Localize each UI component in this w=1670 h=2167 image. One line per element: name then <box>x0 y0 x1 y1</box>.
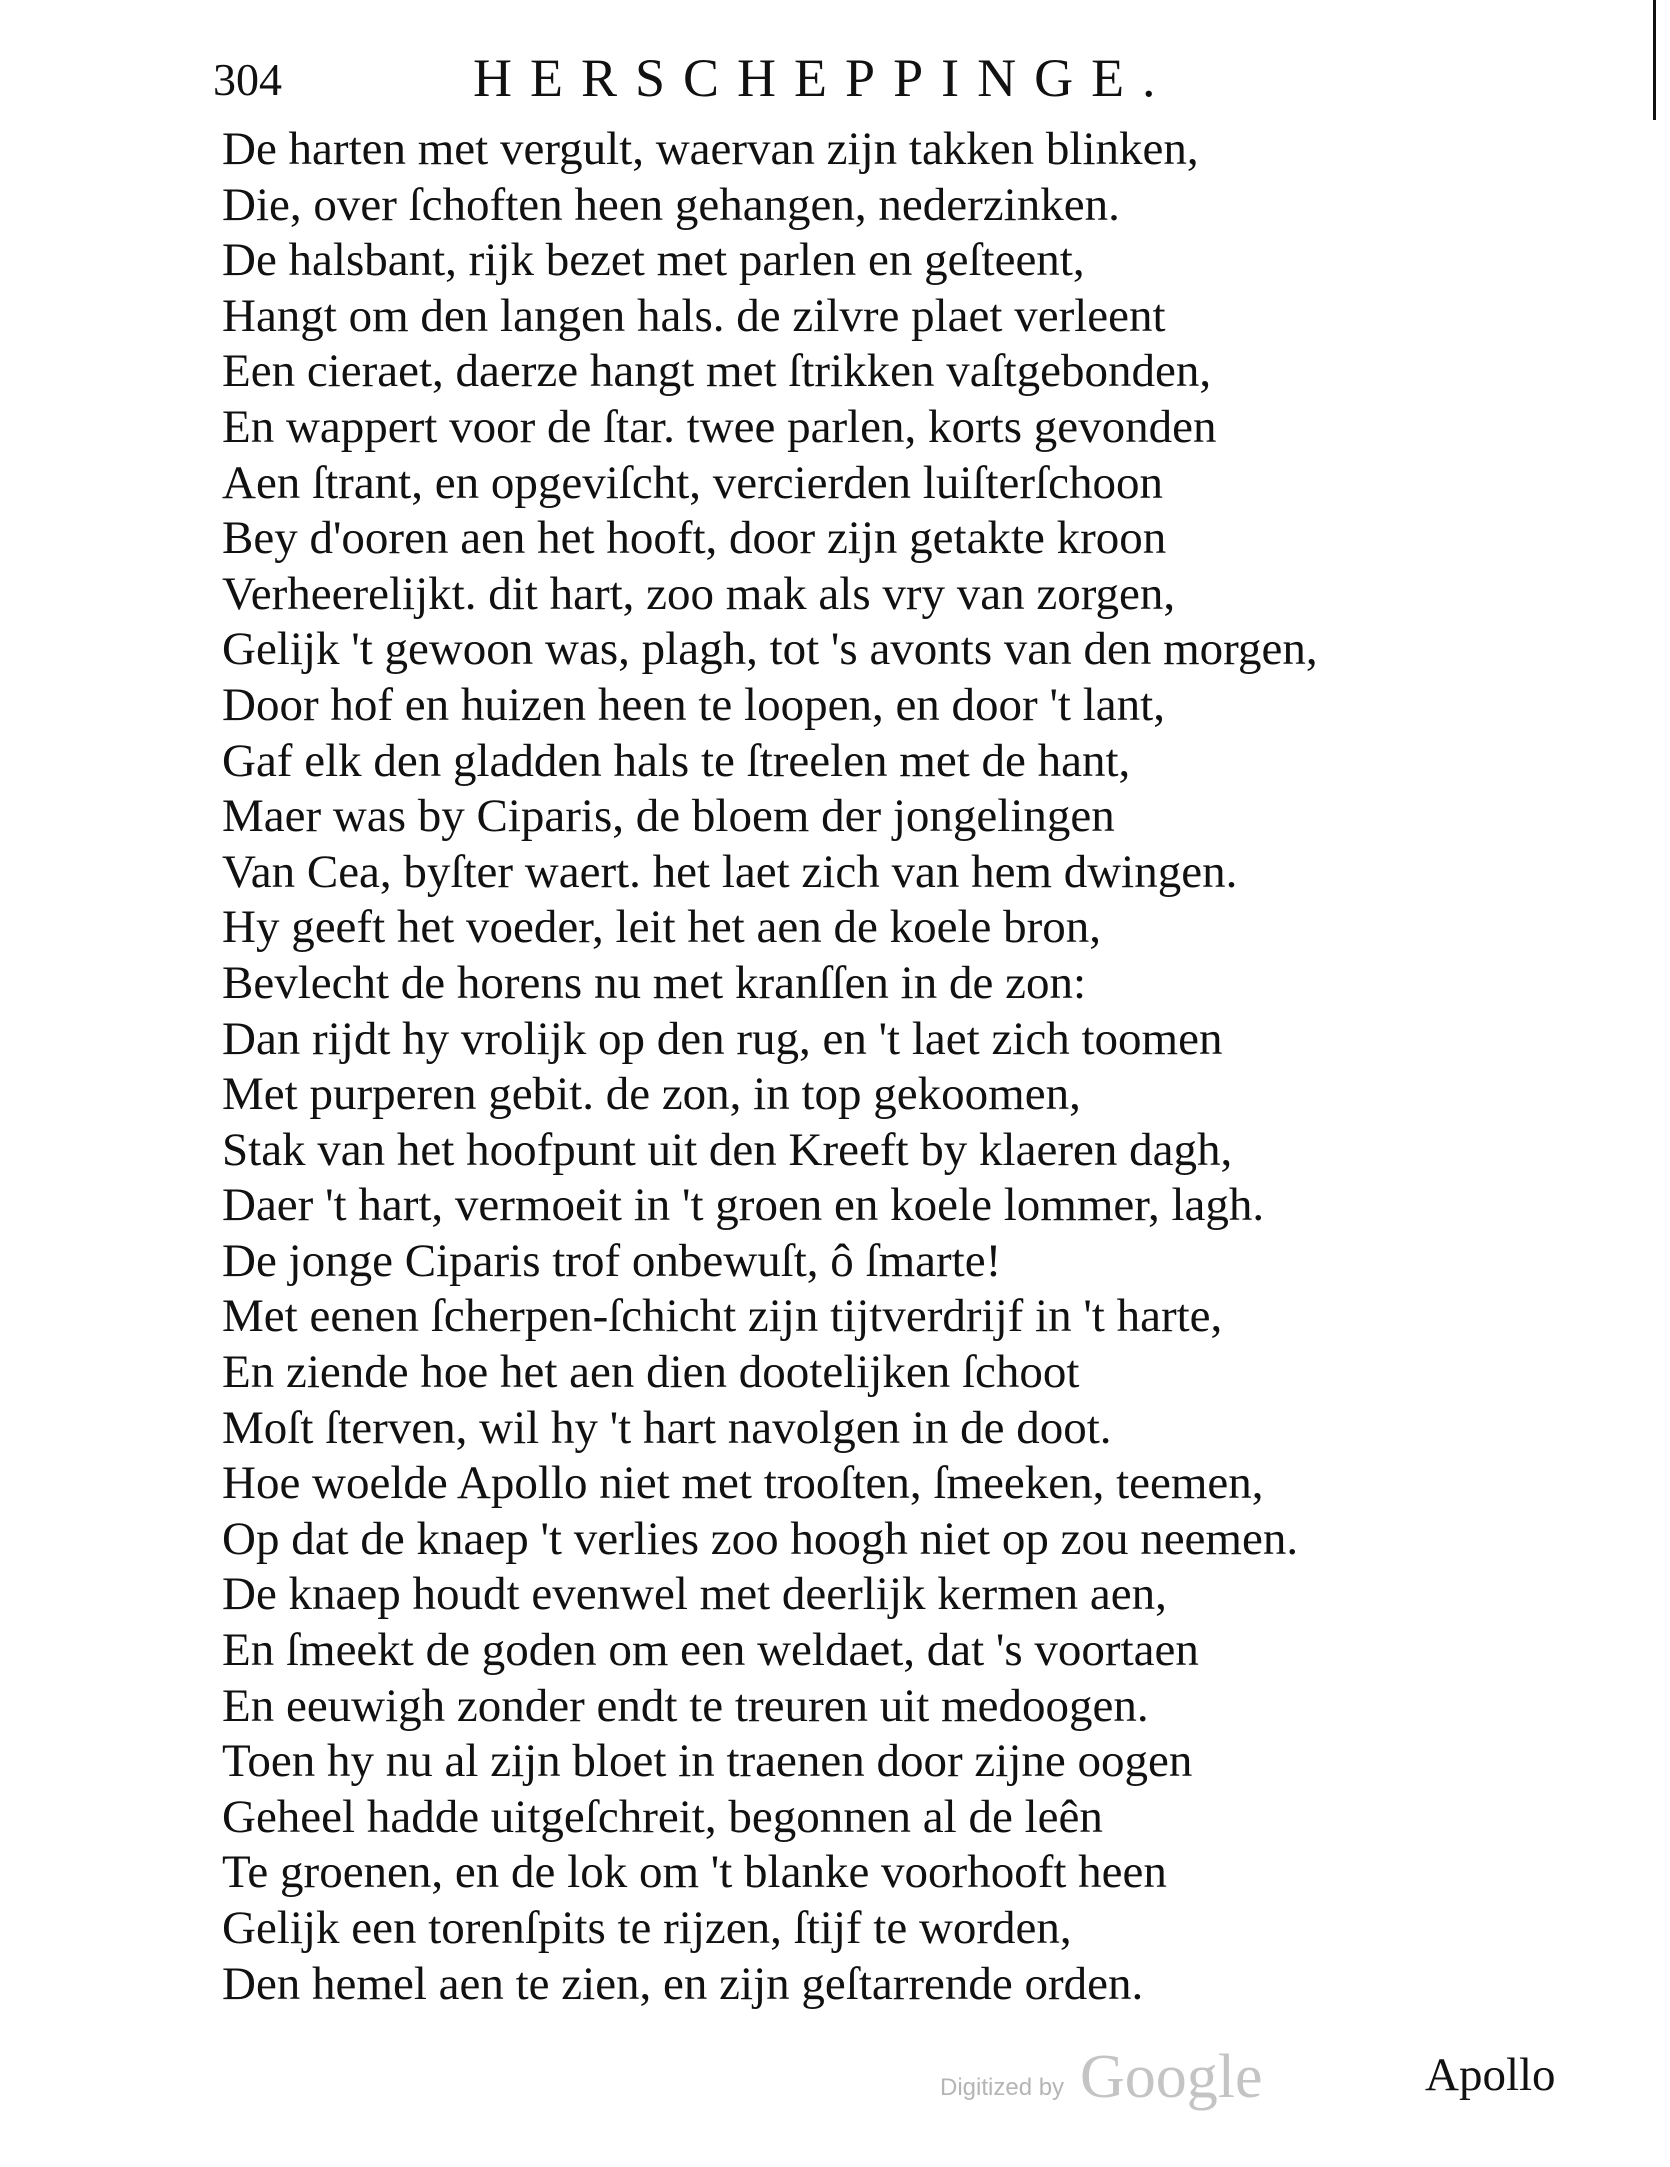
poem-line: De halsbant, rijk bezet met parlen en geſteent, <box>222 234 1085 287</box>
poem-line: Stak van het hoofpunt uit den Kreeft by klaeren dagh, <box>222 1123 1233 1176</box>
poem-line: Gaf elk den gladden hals te ſtreelen met de hant, <box>222 734 1131 787</box>
poem-line: Bevlecht de horens nu met kranſſen in de zon: <box>222 956 1087 1009</box>
poem-line: Aen ſtrant, en opgeviſcht, vercierden luiſterſchoon <box>222 456 1163 509</box>
page-number: 304 <box>213 54 282 105</box>
poem-line: Die, over ſchoften heen gehangen, nederzinken. <box>222 178 1120 231</box>
poem-line: Van Cea, byſter waert. het laet zich van hem dwingen. <box>222 845 1238 898</box>
page-footer <box>0 2040 1670 2120</box>
poem-line: Hangt om den langen hals. de zilvre plaet verleent <box>222 289 1166 342</box>
page-edge-mark <box>1653 0 1656 120</box>
poem-line: De jonge Ciparis trof onbewuſt, ô ſmarte! <box>222 1234 1002 1287</box>
page-header <box>205 40 1405 110</box>
poem-line: Moſt ſterven, wil hy 't hart navolgen in de doot. <box>222 1401 1112 1454</box>
poem-line: Bey d'ooren aen het hooft, door zijn getakte kroon <box>222 512 1167 565</box>
poem-line: Geheel hadde uitgeſchreit, begonnen al de leên <box>222 1790 1103 1843</box>
poem-line: Op dat de knaep 't verlies zoo hoogh niet op zou neemen. <box>222 1512 1299 1565</box>
google-logo: Google <box>1080 2043 1263 2111</box>
poem-line: Den hemel aen te zien, en zijn geſtarrende orden. <box>222 1957 1144 2010</box>
digitized-by-label: Digitized by <box>940 2074 1065 2101</box>
poem-line: Gelijk 't gewoon was, plagh, tot 's avonts van den morgen, <box>222 623 1318 676</box>
poem-line: De harten met vergult, waervan zijn takken blinken, <box>222 123 1199 175</box>
poem-line: Dan rijdt hy vrolijk op den rug, en 't laet zich toomen <box>222 1012 1223 1065</box>
poem-line: Verheerelijkt. dit hart, zoo mak als vry van zorgen, <box>222 567 1176 620</box>
poem-line: Toen hy nu al zijn bloet in traenen door zijne oogen <box>222 1735 1193 1788</box>
poem-line: Te groenen, en de lok om 't blanke voorhooft heen <box>222 1846 1167 1899</box>
poem-line: En ziende hoe het aen dien dootelijken ſchoot <box>222 1346 1080 1399</box>
poem-line: Met eenen ſcherpen-ſchicht zijn tijtverdrijf in 't harte, <box>222 1290 1223 1343</box>
poem-line: Hy geeft het voeder, leit het aen de koele bron, <box>222 901 1102 954</box>
running-head: HERSCHEPPINGE. <box>473 48 1174 108</box>
poem-text <box>222 122 1602 2012</box>
poem-line: En ſmeekt de goden om een weldaet, dat 's voortaen <box>222 1624 1199 1677</box>
poem-line: De knaep houdt evenwel met deerlijk kermen aen, <box>222 1568 1167 1621</box>
catchword: Apollo <box>1425 2049 1556 2101</box>
poem-line: Hoe woelde Apollo niet met trooſten, ſmeeken, teemen, <box>222 1457 1264 1510</box>
poem-line: Een cieraet, daerze hangt met ſtrikken vaſtgebonden, <box>222 345 1212 398</box>
poem-line: Met purperen gebit. de zon, in top gekoomen, <box>222 1068 1081 1121</box>
poem-line: Gelijk een torenſpits te rijzen, ſtijf te worden, <box>222 1902 1072 1954</box>
poem-line: En eeuwigh zonder endt te treuren uit medoogen. <box>222 1679 1149 1732</box>
poem-line: Door hof en huizen heen te loopen, en door 't lant, <box>222 678 1165 731</box>
poem-line: Maer was by Ciparis, de bloem der jongelingen <box>222 790 1115 843</box>
poem-line: Daer 't hart, vermoeit in 't groen en koele lommer, lagh. <box>222 1179 1265 1232</box>
poem-line: En wappert voor de ſtar. twee parlen, korts gevonden <box>222 400 1217 453</box>
